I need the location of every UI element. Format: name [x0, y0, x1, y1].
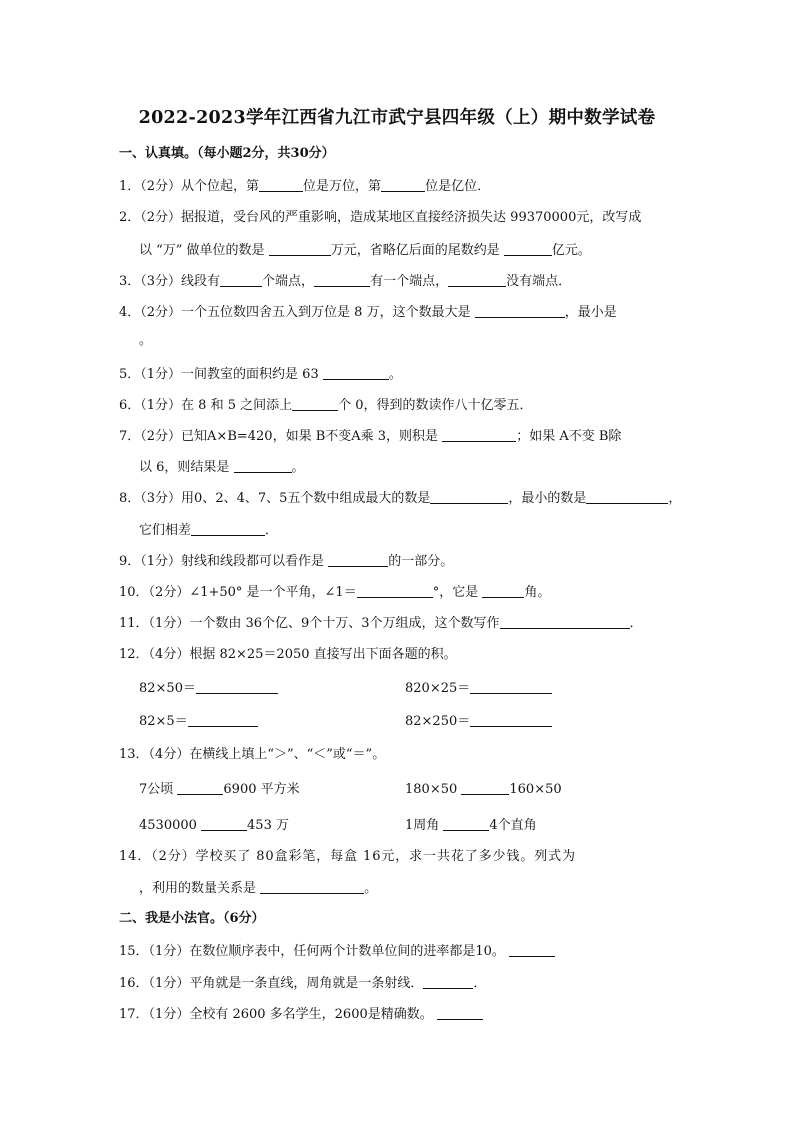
question-12: 12．（4分）根据 82×25＝2050 直接写出下面各题的积。	[119, 647, 457, 662]
question-2-line-2	[139, 242, 591, 259]
q1-text: 1．（2分）从个位起，第	[119, 179, 260, 194]
q11-text: 11．（1分）一个数由 36个亿、9个十万、3个万组成，这个数写作	[119, 616, 500, 631]
q5-text: 5．（1分）一间教室的面积约是 63	[119, 367, 323, 382]
answer-blank[interactable]	[470, 680, 552, 694]
q12-expression-2	[405, 680, 552, 697]
q7-text: 。	[291, 460, 305, 475]
q12-expression-3	[139, 713, 258, 730]
q7-text: 7．（2分）已知A×B=420，如果 B不变A乘 3，则积是	[119, 429, 443, 444]
q1-text: 位是亿位．	[425, 179, 491, 194]
q14-text: ，利用的数量关系是	[139, 881, 261, 896]
question-16	[119, 975, 486, 992]
q7-text: ；如果 A不变 B除	[516, 429, 622, 444]
q12-text: 82×50＝	[139, 681, 196, 696]
q13-text: 1周角	[405, 818, 444, 833]
answer-blank[interactable]	[196, 680, 278, 694]
question-8	[119, 490, 681, 507]
answer-blank[interactable]	[482, 584, 524, 598]
q13-compare-4	[405, 817, 537, 834]
q8-text: ．	[265, 523, 279, 538]
q8-text: 它们相差	[139, 523, 192, 538]
answer-blank[interactable]	[443, 817, 489, 831]
question-5	[119, 366, 402, 383]
q11-text: ．	[629, 616, 643, 631]
q12-text: 82×5＝	[139, 714, 188, 729]
answer-blank[interactable]	[314, 273, 370, 287]
q13-text: 160×50	[509, 782, 562, 797]
q13-compare-3	[139, 817, 289, 834]
q9-text: 9．（1分）射线和线段都可以看作是	[119, 554, 329, 569]
q16-text: ．	[473, 976, 487, 991]
q6-text: 6．（1分）在 8 和 5 之间添上	[119, 398, 293, 413]
answer-blank[interactable]	[191, 522, 265, 536]
q3-text: 有一个端点，	[370, 274, 449, 289]
q2-text: 亿元。	[551, 243, 591, 258]
q12-expression-4	[405, 713, 552, 730]
question-11	[119, 615, 643, 632]
answer-blank[interactable]	[586, 490, 668, 504]
question-17	[119, 1006, 483, 1023]
question-9	[119, 553, 453, 570]
q8-text: ，	[668, 491, 682, 506]
answer-blank[interactable]	[504, 242, 552, 256]
answer-blank[interactable]	[201, 817, 247, 831]
q4-text: 4．（2分）一个五位数四舍五入到万位是 8 万，这个数最大是	[119, 305, 475, 320]
q2-text: 万元，省略亿后面的尾数约是	[330, 243, 504, 258]
answer-blank[interactable]	[423, 975, 473, 989]
q3-text: 个端点，	[262, 274, 315, 289]
question-4-line-2: 。	[139, 333, 153, 348]
answer-blank[interactable]	[323, 366, 389, 380]
answer-blank[interactable]	[470, 713, 552, 727]
q12-text: 82×250＝	[405, 714, 471, 729]
question-3	[119, 273, 571, 290]
section-1-heading: 一、认真填。（每小题2分，共30分）	[119, 146, 335, 161]
question-8-line-2	[139, 522, 278, 539]
answer-blank[interactable]	[437, 1006, 483, 1020]
answer-blank[interactable]	[259, 178, 303, 192]
q10-text: 角。	[524, 585, 551, 600]
q3-text: 没有端点．	[506, 274, 572, 289]
q13-text: 6900 平方米	[223, 782, 300, 797]
q13-compare-2	[405, 781, 562, 798]
q9-text: 的一部分。	[388, 554, 454, 569]
answer-blank[interactable]	[381, 178, 425, 192]
answer-blank[interactable]	[430, 490, 508, 504]
q6-text: 个 0，得到的数读作八十亿零五．	[338, 398, 533, 413]
answer-blank[interactable]	[234, 459, 292, 473]
q17-text: 17．（1分）全校有 2600 多名学生，2600是精确数。	[119, 1007, 437, 1022]
q8-text: ，最小的数是	[508, 491, 587, 506]
q16-text: 16．（1分）平角就是一条直线，周角就是一条射线．	[119, 976, 424, 991]
q13-text: 453 万	[247, 818, 289, 833]
answer-blank[interactable]	[475, 304, 565, 318]
answer-blank[interactable]	[177, 781, 223, 795]
q12-expression-1	[139, 680, 278, 697]
q4-text: ，最小是	[564, 305, 617, 320]
question-14-line-2	[139, 880, 377, 897]
q13-compare-1	[139, 781, 300, 798]
q10-text: 10．（2分）∠1+50° 是一个平角，∠1＝	[119, 585, 357, 600]
q7-text: 以 6，则结果是	[139, 460, 234, 475]
question-2-line-1: 2．（2分）据报道，受台风的严重影响，造成某地区直接经济损失达 99370000元，改写成	[119, 210, 642, 225]
answer-blank[interactable]	[461, 781, 509, 795]
answer-blank[interactable]	[220, 273, 262, 287]
question-13: 13．（4分）在横线上填上“＞”、“＜”或“＝”。	[119, 747, 386, 762]
section-2-heading: 二、我是小法官。（6分）	[119, 911, 265, 926]
answer-blank[interactable]	[260, 880, 364, 894]
question-4	[119, 304, 617, 321]
answer-blank[interactable]	[509, 943, 555, 957]
answer-blank[interactable]	[357, 584, 433, 598]
q10-text: °，它是	[432, 585, 483, 600]
q13-text: 7公顷	[139, 782, 178, 797]
q14-text: 。	[364, 881, 378, 896]
q2-text: 以 “万” 做单位的数是	[139, 243, 269, 258]
q1-text: 位是万位，第	[303, 179, 382, 194]
q5-text: 。	[388, 367, 402, 382]
question-7	[119, 428, 621, 445]
q13-text: 4530000	[139, 818, 202, 833]
question-6	[119, 397, 533, 414]
answer-blank[interactable]	[442, 428, 516, 442]
question-14: 14．（2分）学校买了 80盒彩笔，每盒 16元，求一共花了多少钱。列式为	[119, 849, 576, 864]
page-title: 2022-2023学年江西省九江市武宁县四年级（上）期中数学试卷	[138, 108, 656, 128]
q12-text: 820×25＝	[405, 681, 471, 696]
q15-text: 15．（1分）在数位顺序表中，任何两个计数单位间的进率都是10。	[119, 944, 509, 959]
answer-blank[interactable]	[448, 273, 506, 287]
q3-text: 3．（3分）线段有	[119, 274, 221, 289]
question-15	[119, 943, 555, 960]
answer-blank[interactable]	[188, 713, 258, 727]
question-7-line-2	[139, 459, 305, 476]
q13-text: 4个直角	[489, 818, 537, 833]
q8-text: 8．（3分）用0、2、4、7、5五个数中组成最大的数是	[119, 491, 431, 506]
answer-blank[interactable]	[292, 397, 338, 411]
question-1	[119, 178, 490, 195]
answer-blank[interactable]	[328, 553, 388, 567]
answer-blank[interactable]	[500, 615, 630, 629]
answer-blank[interactable]	[269, 242, 331, 256]
q13-text: 180×50	[405, 782, 462, 797]
question-10	[119, 584, 550, 601]
